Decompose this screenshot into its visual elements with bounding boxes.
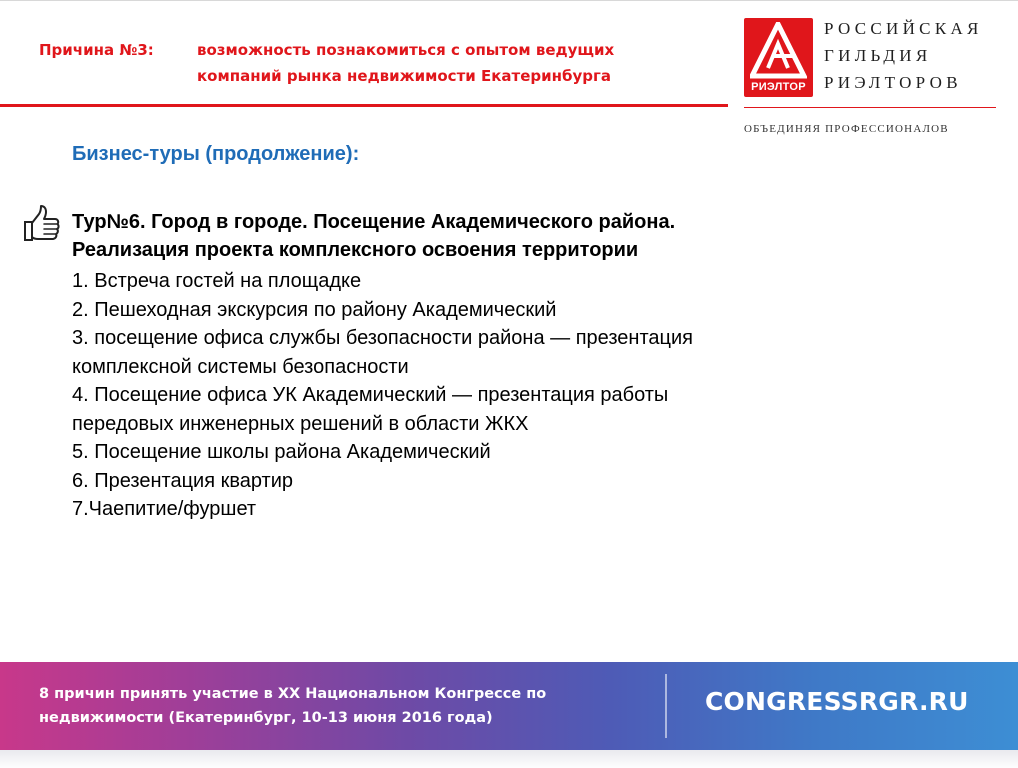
logo-divider [744,107,996,108]
footer-divider [665,674,667,738]
reason-line: возможность познакомиться с опытом ведущих [197,41,615,59]
logo-badge-text: РИЭЛТОР [751,81,806,93]
section-title: Бизнес-туры (продолжение): [72,143,360,165]
list-item: 5. Посещение школы района Академический [72,441,491,463]
footer-banner [0,662,1018,750]
thumbs-up-icon [22,203,62,243]
tour-title-line: Тур№6. Город в городе. Посещение Академического района. [72,211,676,233]
reason-heading [39,37,717,89]
footer-site-link[interactable]: CONGRESSRGR.RU [705,687,969,716]
footer-line: 8 причин принять участие в XX Национальном Конгрессе по [39,686,547,702]
list-item: 1. Встреча гостей на площадке [72,270,362,292]
footer-shadow [0,750,1018,768]
tour-title-line: Реализация проекта комплексного освоения территории [72,239,639,261]
reason-line: компаний рынка недвижимости Екатеринбурга [197,67,611,85]
tour-title [72,208,675,264]
reason-text [197,37,717,89]
list-item: комплексной системы безопасности [72,355,409,378]
org-name-line: РИЭЛТОРОВ [824,73,962,92]
reason-number: Причина №3: [39,41,154,59]
org-name-line: РОССИЙСКАЯ [824,19,983,38]
header-divider [0,104,728,107]
list-item: 2. Пешеходная экскурсия по району Академический [72,298,557,321]
tour-item-list [72,267,693,524]
footer-text [39,682,546,730]
list-item: передовых инженерных решений в области ЖКХ [72,412,529,435]
logo-triangle-icon [750,22,807,80]
list-item: 3. посещение офиса службы безопасности района — презентация [72,327,693,349]
list-item: 4. Посещение офиса УК Академический — презентация работы [72,384,669,406]
footer-line: недвижимости (Екатеринбург, 10-13 июня 2016 года) [39,710,493,726]
org-name-line: ГИЛЬДИЯ [824,46,932,65]
rgr-emblem-icon [744,18,813,97]
org-tagline: ОБЪЕДИНЯЯ ПРОФЕССИОНАЛОВ [744,123,949,135]
list-item: 6. Презентация квартир [72,469,294,492]
org-name [824,15,983,96]
list-item: 7.Чаепитие/фуршет [72,498,257,520]
